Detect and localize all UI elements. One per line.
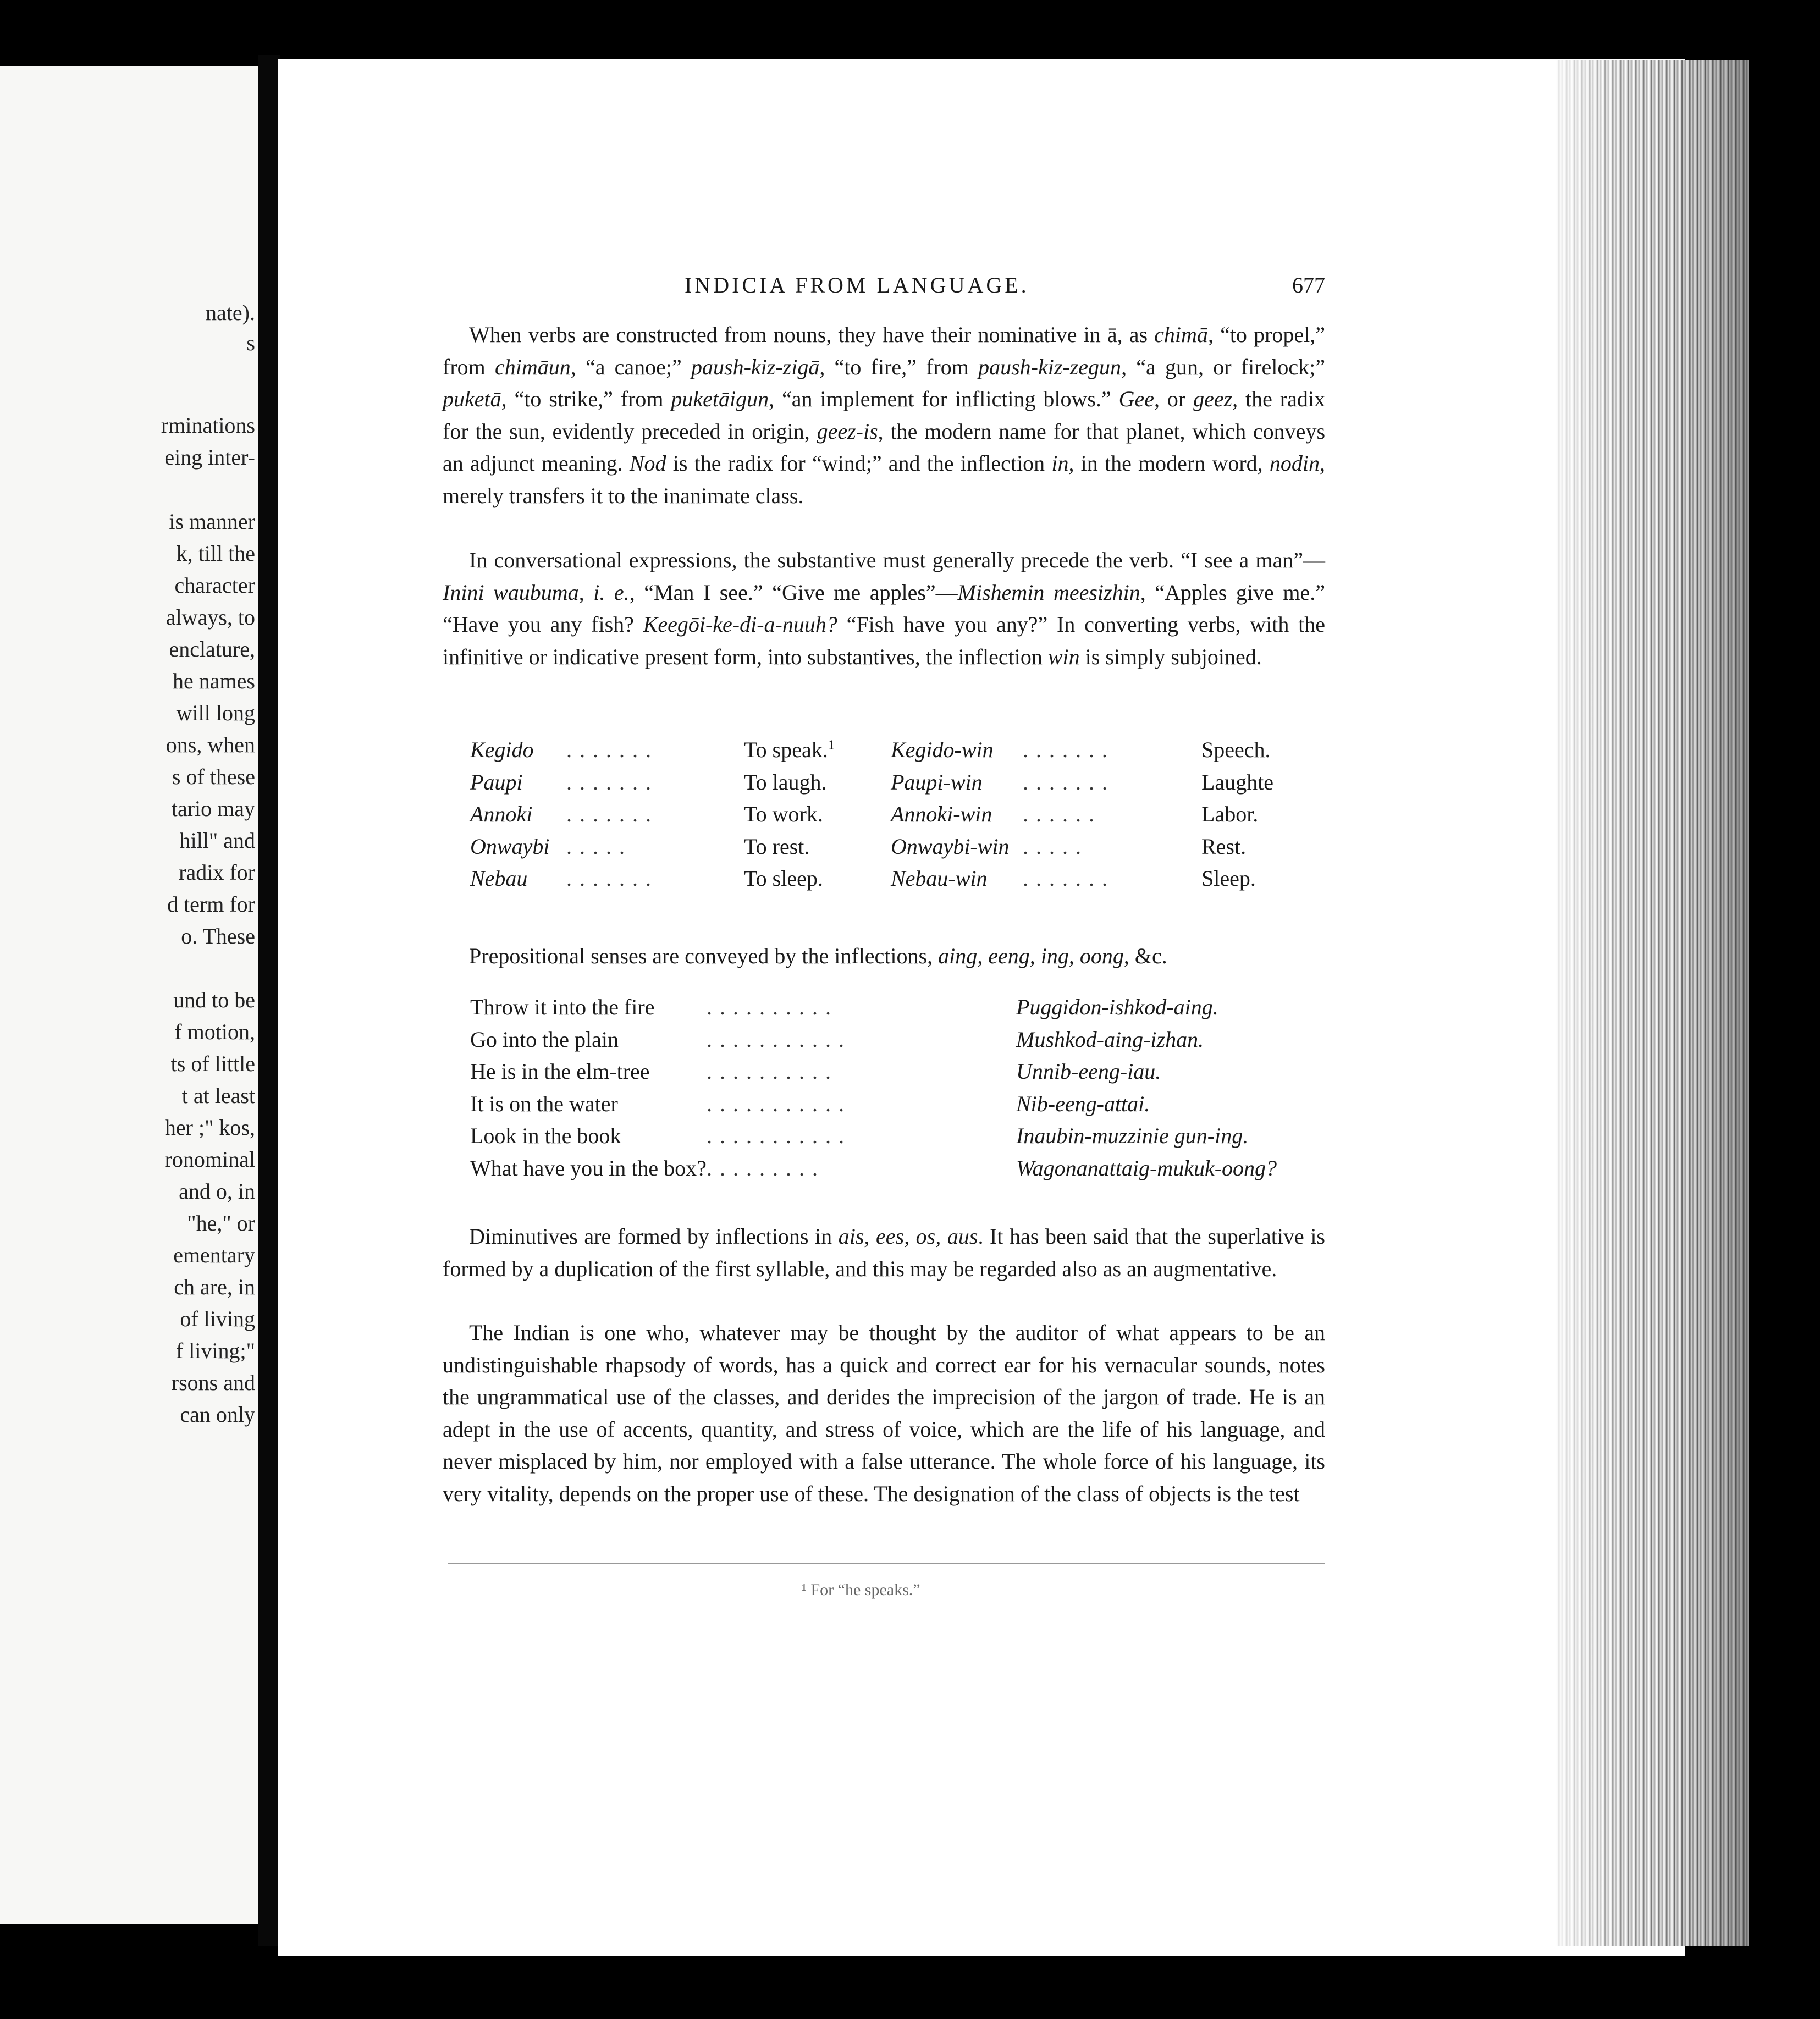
english-verb [744,737,835,763]
running-title: INDICIA FROM LANGUAGE. [685,273,1029,297]
native-phrase: Inaubin-muzzinie gun-ing. [1016,1123,1249,1148]
left-page-line: k, till the [176,541,255,566]
left-page-line: and o, in [179,1179,255,1204]
italic-term: nodin [1269,451,1320,476]
text-run: Diminutives are formed by inflections in [469,1224,839,1249]
text-run: , “a gun, or firelock;” [1121,354,1325,379]
leader-dots: ........... [707,1027,852,1052]
left-page-line: eing inter- [164,445,255,470]
leader-dots-text: ..... [566,834,632,859]
english-noun [1201,865,1256,891]
leader-dots [566,737,659,763]
text-run: , “an implement for inflicting blows.” [769,387,1119,411]
running-header [443,272,1325,305]
left-page-line: t at least [181,1083,255,1108]
text-run: is the radix for “wind;” and the inflection [666,451,1052,476]
english-phrase: Throw it into the fire [470,995,655,1019]
left-page-line: s [246,330,255,355]
left-page-line: f motion, [174,1019,255,1044]
italic-term: win [1047,644,1080,669]
native-verb [470,834,549,859]
english-phrase: It is on the water [470,1091,618,1116]
leader-dots: .......... [707,995,839,1019]
native-verb [470,769,523,795]
left-page-line: o. These [181,924,255,948]
leader-dots [1023,737,1115,763]
table-row [470,1027,1306,1059]
leader-dots [1023,769,1115,795]
italic-term: Gee [1118,387,1154,411]
native-verb [470,865,527,891]
text-run: , the radix for the sun, evidently preceded in origin, [443,387,1325,444]
leader-dots-text: ....... [566,769,659,795]
paragraph-prepositional [443,940,1325,973]
english-noun-text: Sleep. [1201,866,1256,891]
left-page [0,66,258,1924]
leader-dots-text: ....... [1023,769,1115,795]
italic-term: chimāun [494,354,571,379]
leader-dots: ......... [707,1155,825,1180]
english-verb [744,769,827,795]
text-run: When verbs are constructed from nouns, they have their nominative in [469,322,1107,347]
paragraph-indian-ear [443,1317,1325,1510]
left-page-line: her ;" kos, [164,1115,255,1140]
italic-term: Nod [629,451,666,476]
left-page-line: rsons and [171,1370,255,1395]
leader-dots: .......... [707,1059,839,1084]
prepositional-table [470,994,1306,1187]
text-run: , merely transfers it to the inanimate class. [443,451,1325,508]
italic-term: Mishemin meesizhin [957,580,1140,605]
english-verb [744,834,809,859]
italic-term: Inini waubuma, i. e. [443,580,630,605]
leader-dots [566,769,659,795]
leader-dots [566,801,659,827]
text-run: ā [1107,322,1117,347]
left-page-line: ch are, in [174,1275,255,1299]
leader-dots-text: ..... [1023,834,1089,859]
paragraph-text [443,940,1325,973]
native-verb-text: Kegido [470,737,534,762]
english-noun [1201,769,1273,795]
left-page-line: "he," or [187,1211,255,1235]
footnote: ¹ For “he speaks.” [802,1581,920,1599]
italic-term: paush-kiz-zegun [978,354,1122,379]
english-verb-text: To rest. [744,834,810,859]
native-phrase: Mushkod-aing-izhan. [1016,1027,1204,1052]
text-run: Prepositional senses are conveyed by the inflections, [469,944,939,968]
left-page-line: ronominal [164,1147,255,1172]
native-noun-text: Nebau-win [891,866,988,891]
left-page-line: d term for [167,892,255,917]
left-page-line: of living [180,1306,255,1331]
english-phrase: He is in the elm-tree [470,1059,650,1084]
text-run: , “to fire,” from [819,354,979,379]
native-noun-text: Paupi-win [891,769,983,795]
native-phrase: Wagonanattaig-mukuk-oong? [1016,1155,1277,1180]
left-page-line: hill" and [179,828,255,853]
table-row [470,1123,1306,1155]
english-noun-text: Rest. [1201,834,1247,859]
left-page-line: can only [180,1402,255,1427]
native-noun [891,737,994,763]
english-verb [744,801,823,827]
left-page-line: always, to [166,605,255,630]
footnote-rule [448,1563,1325,1564]
left-page-line: f living;" [175,1338,255,1363]
native-noun [891,834,1010,859]
table-row [470,769,1306,802]
leader-dots-text: ....... [1023,737,1115,762]
italic-term: in [1051,451,1069,476]
table-row [470,834,1306,866]
table-row [470,1155,1306,1188]
italic-term: geez [1193,387,1233,411]
table-row [470,994,1306,1027]
table-row [470,1058,1306,1091]
paragraph-diminutives [443,1221,1325,1285]
english-verb-text: To speak. [744,737,828,762]
text-run: , “Apples give me.” “Have you any fish? [443,580,1325,637]
native-verb-text: Annoki [470,802,533,826]
left-page-line: ementary [173,1243,255,1267]
text-run: The Indian is one who, whatever may be thought by the auditor of what appears to be an undistinguishable rhapsody of words, has a quick and correct ear for his vernacular sounds, notes the ungrammatical use of the classes, and derides the imprecision of the jargon of trade. He is an adept in the use of accents, quantity, and stress of voice, which are the life of his language, and never misplaced by him, nor employed with a false utterance. The whole force of his language, its very vitality, depends on the proper use of these. The designation of the class of objects is the test [443,1320,1325,1506]
native-verb-text: Nebau [470,866,528,891]
native-noun [891,801,992,827]
table-row [470,737,1306,769]
english-noun-text: Labor. [1201,802,1259,826]
english-verb-text: To laugh. [744,769,827,795]
native-verb [470,801,532,827]
text-run: , as [1117,322,1155,347]
italic-term: geez-is [817,418,878,444]
italic-term: ais, ees, os, aus [838,1224,978,1249]
paragraph-text [443,1221,1325,1285]
english-noun [1201,801,1258,827]
leader-dots [1023,801,1102,827]
english-noun-text: Speech. [1201,737,1271,762]
text-run: “Fish have you any?” In converting verbs, with the infinitive or indicative present form, into substantives, the inflection [443,612,1325,669]
italic-term: paush-kiz-zigā [691,354,820,379]
native-noun-text: Kegido-win [891,737,994,762]
text-run: , “Man I see.” “Give me apples”— [629,580,958,605]
table-row [470,865,1306,898]
native-noun [891,769,983,795]
table-row [470,1091,1306,1123]
left-page-line: ts of little [170,1051,255,1076]
left-page-line: und to be [173,988,255,1012]
left-page-line: is manner [169,509,255,534]
native-verb-text: Onwaybi [470,834,550,859]
english-verb-text: To sleep. [744,866,823,891]
text-run: , in the modern word, [1068,451,1270,476]
left-page-line: rminations [161,413,255,438]
text-run: , “a canoe;” [570,354,692,379]
left-page-line: radix for [179,860,255,885]
english-verb-text: To work. [744,802,823,826]
left-page-line: s of these [172,764,255,789]
italic-term: aing, eeng, ing, oong [938,944,1124,968]
english-phrase: Look in the book [470,1123,621,1148]
text-run: In conversational expressions, the substantive must generally precede the verb. “I see a man”— [469,548,1325,572]
leader-dots-text: ....... [566,866,659,891]
italic-term: Keegōi-ke-di-a-nuuh? [643,612,837,637]
left-page-line: character [174,573,255,598]
verb-noun-table [470,737,1306,898]
text-run: , “to propel,” from [443,322,1326,379]
leader-dots-text: ....... [1023,866,1115,891]
footnote-marker: 1 [828,738,835,753]
leader-dots [1023,865,1115,891]
paragraph-text [443,1317,1325,1510]
table-row [470,801,1306,834]
leader-dots: ........... [707,1123,852,1148]
leader-dots [566,834,632,859]
native-noun [891,865,988,891]
text-run: is simply subjoined. [1079,644,1262,669]
english-phrase: Go into the plain [470,1027,619,1052]
left-page-line: tario may [171,796,255,821]
left-page-line: enclature, [169,637,255,661]
native-phrase: Nib-eeng-attai. [1016,1091,1150,1116]
text-run: , &c. [1123,944,1167,968]
leader-dots-text: ...... [1023,802,1102,826]
page-edges [1556,60,1749,1946]
leader-dots [1023,834,1089,859]
italic-term: puketāigun [671,387,769,411]
left-page-line: he names [173,669,255,693]
english-phrase: What have you in the box? [470,1155,707,1180]
text-run: . It has been said that the superlative is formed by a duplication of the first syllable, and this may be regarded also as an augmentative. [443,1224,1326,1281]
italic-term: puketā [443,387,501,411]
paragraph-text [443,544,1325,673]
english-verb [744,865,823,891]
text-run: , the modern name for that planet, which conveys an adjunct meaning. [443,418,1326,476]
text-run: , “to strike,” from [501,387,671,411]
native-verb [470,737,534,763]
paragraph-text [443,319,1325,512]
english-noun [1201,834,1246,859]
leader-dots-text: ....... [566,802,659,826]
leader-dots [566,865,659,891]
left-page-line: will long [176,700,255,725]
paragraph-conversational [443,544,1325,673]
english-noun [1201,737,1271,763]
native-phrase: Unnib-eeng-iau. [1016,1059,1161,1084]
leader-dots: ........... [707,1091,852,1116]
italic-term: chimā [1154,322,1208,347]
native-noun-text: Annoki-win [891,802,992,826]
native-verb-text: Paupi [470,769,523,795]
native-phrase: Puggidon-ishkod-aing. [1016,995,1218,1019]
page-number: 677 [1292,273,1325,297]
leader-dots-text: ....... [566,737,659,762]
paragraph-verbs-from-nouns [443,319,1325,512]
text-run: , or [1154,387,1194,411]
english-noun-text: Laughte [1201,769,1274,795]
left-page-line: ons, when [166,732,255,757]
native-noun-text: Onwaybi-win [891,834,1010,859]
book-gutter [258,55,280,1946]
left-page-line: nate). [206,300,255,325]
